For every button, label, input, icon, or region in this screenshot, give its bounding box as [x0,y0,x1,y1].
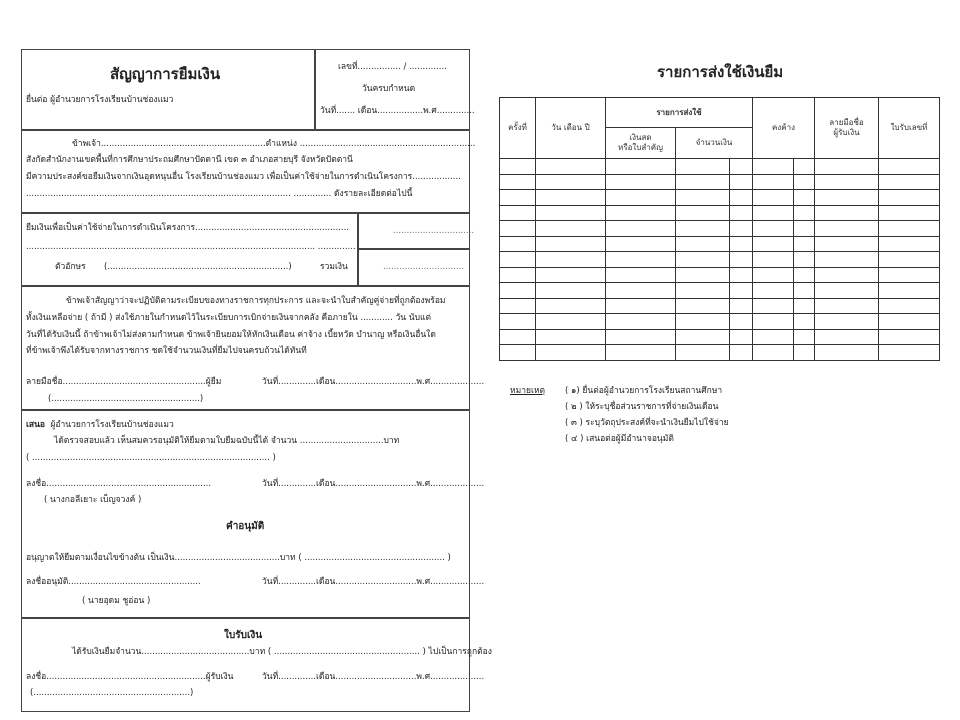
ledger-cell[interactable] [500,283,536,299]
ledger-cell[interactable] [794,190,815,206]
ledger-row [500,345,940,361]
borrower-signature-field[interactable]: ลายมือชื่อ.....................................................ผู้ยืม [26,377,222,387]
proposal-date-field[interactable]: วันที่..............เดือน..............................พ.ศ.................... [262,479,485,489]
ledger-cell[interactable] [753,174,794,190]
ledger-cell[interactable] [536,329,606,345]
approval-signer-name: ( นายอุดม ชูอ่อน ) [82,596,151,606]
ledger-cell[interactable] [730,345,753,361]
ledger-cell[interactable] [730,236,753,252]
ledger-cell[interactable] [794,267,815,283]
ledger-cell[interactable] [500,314,536,330]
col-items-group: รายการส่งใช้ [606,98,753,128]
ledger-cell[interactable] [536,174,606,190]
ledger-cell[interactable] [879,205,940,221]
ledger-cell[interactable] [500,190,536,206]
receipt-signature-field[interactable]: ลงชื่อ...........................................................ผู้รับเงิน [26,672,234,682]
ledger-cell[interactable] [815,190,879,206]
col-installment: ครั้งที่ [500,98,536,159]
approval-amount-field[interactable]: อนุญาตให้ยืมตามเงื่อนไขข้างต้น เป็นเงิน.......................................บาท ( .................................................... ) [26,553,451,563]
ledger-cell[interactable] [606,159,676,175]
header-divider [21,129,470,131]
agreement-text-1: ข้าพเจ้าสัญญาว่าจะปฏิบัติตามระเบียบของทางราชการทุกประการ และจะนำใบสำคัญคู่จ่ายที่ถูกต้องพร้อม [66,296,446,306]
ledger-cell[interactable] [753,190,794,206]
ledger-cell[interactable] [753,267,794,283]
ledger-cell[interactable] [879,174,940,190]
proposal-signature-field[interactable]: ลงชื่อ............................................................. [26,479,212,489]
ledger-row [500,205,940,221]
ledger-cell[interactable] [753,345,794,361]
ledger-cell[interactable] [879,190,940,206]
ledger-cell[interactable] [606,283,676,299]
ledger-cell[interactable] [730,329,753,345]
ledger-cell[interactable] [500,236,536,252]
ledger-notes [510,386,545,397]
ledger-cell[interactable] [536,236,606,252]
col-receipt-no: ใบรับเลขที่ [879,98,940,159]
ledger-cell[interactable] [606,236,676,252]
ledger-row [500,190,940,206]
agreement-text-3: วันที่ได้รับเงินนี้ ถ้าข้าพเจ้าไม่ส่งตามกำหนด ข้าพเจ้ายินยอมให้หักเงินเดือน ค่าจ้าง เบี้ยหวัด บำนาญ หรือเงินอื่นใด [26,330,436,340]
ledger-cell[interactable] [730,205,753,221]
note-item: ( ๑) ยื่นต่อผู้อำนวยการโรงเรียนสถานศึกษา [565,386,723,396]
borrower-name-position[interactable]: ข้าพเจ้า.............................................................ตำแหน่ง ................................................................. [72,139,476,149]
ledger-row [500,174,940,190]
ledger-cell[interactable] [879,252,940,268]
ledger-cell[interactable] [676,298,730,314]
ledger-cell[interactable] [794,221,815,237]
col-date: วัน เดือน ปี [536,98,606,159]
col-outstanding: คงค้าง [753,98,815,159]
project-purpose-line-2[interactable]: ........................................................................................................... .............. [26,242,356,252]
ledger-cell[interactable] [794,252,815,268]
borrower-purpose-cont[interactable]: .................................................................................................. .............. ดังรายละเอียดต่อไปนี้ [26,189,413,199]
ledger-cell[interactable] [606,252,676,268]
ledger-row [500,252,940,268]
ledger-cell[interactable] [794,283,815,299]
ledger-title: รายการส่งใช้เงินยืม [657,63,784,81]
ledger-cell[interactable] [536,345,606,361]
ledger-cell[interactable] [500,267,536,283]
ledger-cell[interactable] [500,159,536,175]
ledger-row [500,298,940,314]
ledger-cell[interactable] [753,298,794,314]
ledger-cell[interactable] [606,174,676,190]
ledger-cell[interactable] [606,190,676,206]
notes-label: หมายเหตุ [510,386,545,396]
note-item: ( ๓ ) ระบุวัตถุประสงค์ที่จะนำเงินยืมไปใช้จ่าย [565,418,729,428]
col-amount: จำนวนเงิน [676,128,753,159]
ledger-cell[interactable] [753,221,794,237]
ledger-cell[interactable] [606,329,676,345]
col-cash-or-receipt: เงินสด หรือใบสำคัญ [606,128,676,159]
total-label: รวมเงิน [320,262,348,272]
borrower-purpose[interactable]: มีความประสงค์ขอยืมเงินจากเงินอุดหนุนอื่น โรงเรียนบ้านช่องแมว เพื่อเป็นค่าใช้จ่ายในการดำเนินโครงการ.................. [26,172,461,182]
ledger-cell[interactable] [879,283,940,299]
ledger-cell[interactable] [794,314,815,330]
section-divider [21,409,470,411]
ledger-cell[interactable] [536,205,606,221]
ledger-cell[interactable] [879,345,940,361]
section-divider [21,285,470,287]
ledger-cell[interactable] [536,159,606,175]
ledger-cell[interactable] [815,159,879,175]
ledger-cell[interactable] [815,236,879,252]
ledger-cell[interactable] [753,283,794,299]
ledger-cell[interactable] [500,298,536,314]
ledger-row [500,159,940,175]
total-amount-field[interactable]: .............................. [383,262,465,272]
due-label: วันครบกำหนด [362,84,416,94]
due-date-field[interactable]: วันที่....... เดือน.................พ.ศ.............. [320,106,475,116]
ledger-cell[interactable] [815,174,879,190]
ledger-cell[interactable] [753,329,794,345]
ledger-cell[interactable] [730,174,753,190]
ledger-cell[interactable] [730,267,753,283]
ledger-cell[interactable] [500,329,536,345]
ledger-cell[interactable] [606,345,676,361]
ledger-cell[interactable] [606,314,676,330]
ledger-cell[interactable] [879,298,940,314]
ledger-cell[interactable] [815,205,879,221]
ledger-cell[interactable] [730,159,753,175]
ledger-cell[interactable] [794,236,815,252]
ledger-cell[interactable] [815,267,879,283]
ledger-cell[interactable] [815,283,879,299]
ledger-cell[interactable] [606,205,676,221]
project-purpose-line[interactable]: ยืมเงินเพื่อเป็นค่าใช้จ่ายในการดำเนินโครงการ......................................................... [26,223,350,233]
ledger-cell[interactable] [815,345,879,361]
agreement-text-2: ทั้งเงินเหลือจ่าย ( ถ้ามี ) ส่งใช้ภายในกำหนดไว้ในระเบียบการเบิกจ่ายเงินจากคลัง คือภายใน ............ วัน นับแต่ [26,313,431,323]
proposal-to: ผู้อำนวยการโรงเรียนบ้านช่องแมว [50,420,174,430]
section-divider [21,617,470,619]
ledger-cell[interactable] [606,221,676,237]
ledger-cell[interactable] [753,314,794,330]
ledger-row [500,314,940,330]
ledger-cell[interactable] [794,329,815,345]
ledger-cell[interactable] [730,314,753,330]
note-item: ( ๒ ) ให้ระบุชื่อส่วนราชการที่จ่ายเงินเดือน [565,402,719,412]
ledger-cell[interactable] [606,298,676,314]
borrower-date-field[interactable]: วันที่..............เดือน..............................พ.ศ.................... [262,377,485,387]
proposal-label: เสนอ [26,420,46,430]
ledger-cell[interactable] [676,283,730,299]
ledger-cell[interactable] [676,190,730,206]
borrower-printed-name-field[interactable]: (.......................................................) [48,394,204,404]
receipt-printed-name-field[interactable]: (..........................................................) [30,688,194,698]
ledger-row [500,236,940,252]
ledger-cell[interactable] [753,236,794,252]
ledger-cell[interactable] [676,314,730,330]
submit-to: ยื่นต่อ ผู้อำนวยการโรงเรียนบ้านช่องแมว [26,95,174,105]
section-divider [21,212,470,214]
ledger-cell[interactable] [536,221,606,237]
ledger-cell[interactable] [730,221,753,237]
receipt-heading: ใบรับเงิน [224,630,263,641]
ledger-cell[interactable] [606,267,676,283]
approval-heading: คำอนุมัติ [226,521,265,532]
amount-row-divider [357,248,470,250]
ledger-cell[interactable] [676,174,730,190]
ledger-row [500,283,940,299]
ledger-cell[interactable] [676,267,730,283]
ledger-table [499,97,940,361]
ledger-cell[interactable] [879,329,940,345]
note-item: ( ๔ ) เสนอต่อผู้มีอำนาจอนุมัติ [565,434,674,444]
ledger-cell[interactable] [753,159,794,175]
ledger-cell[interactable] [794,298,815,314]
ledger-row [500,221,940,237]
ledger-cell[interactable] [676,252,730,268]
document-number-field[interactable]: เลขที่................ / .............. [338,62,447,72]
ledger-cell[interactable] [730,252,753,268]
ledger-body [500,159,940,361]
ledger-cell[interactable] [500,205,536,221]
ledger-cell[interactable] [879,314,940,330]
ledger-cell[interactable] [730,283,753,299]
ledger-cell[interactable] [730,298,753,314]
ledger-cell[interactable] [753,205,794,221]
amount-words-label: ตัวอักษร [55,262,86,272]
ledger-cell[interactable] [815,252,879,268]
ledger-row [500,329,940,345]
receipt-amount-field[interactable]: ได้รับเงินยืมจำนวน........................................บาท ( ...................................................... ) ไปเป็นการถูกต้อง [72,647,492,657]
ledger-cell[interactable] [500,345,536,361]
ledger-cell[interactable] [879,267,940,283]
ledger-cell[interactable] [536,267,606,283]
ledger-cell[interactable] [794,159,815,175]
ledger-cell[interactable] [794,345,815,361]
header-divider-vertical [314,49,316,129]
ledger-cell[interactable] [815,298,879,314]
ledger-cell[interactable] [536,298,606,314]
proposal-signer-name: ( นางกอลีเยาะ เบ็ญจวงค์ ) [44,495,142,505]
proposal-amount-words-field[interactable]: ( ........................................................................................ ) [26,453,276,463]
receipt-date-field[interactable]: วันที่..............เดือน..............................พ.ศ.................... [262,672,485,682]
ledger-cell[interactable] [536,314,606,330]
approval-signature-field[interactable]: ลงชื่ออนุมัติ................................................. [26,577,201,587]
ledger-cell[interactable] [676,159,730,175]
ledger-cell[interactable] [676,236,730,252]
ledger-cell[interactable] [536,252,606,268]
ledger-row [500,267,940,283]
ledger-cell[interactable] [815,329,879,345]
ledger-cell[interactable] [794,174,815,190]
ledger-cell[interactable] [794,205,815,221]
ledger-cell[interactable] [676,329,730,345]
ledger-cell[interactable] [730,190,753,206]
form-title: สัญญาการยืมเงิน [110,65,221,83]
ledger-cell[interactable] [879,236,940,252]
ledger-cell[interactable] [500,221,536,237]
ledger-cell[interactable] [500,252,536,268]
col-receiver-signature: ลายมือชื่อ ผู้รับเงิน [815,98,879,159]
ledger-cell[interactable] [879,159,940,175]
ledger-cell[interactable] [815,221,879,237]
ledger-cell[interactable] [536,283,606,299]
ledger-cell[interactable] [676,345,730,361]
ledger-cell[interactable] [753,252,794,268]
proposal-row [26,420,174,431]
ledger-cell[interactable] [536,190,606,206]
amount-words-field[interactable]: (...................................................................) [104,262,292,272]
ledger-cell[interactable] [500,174,536,190]
approval-date-field[interactable]: วันที่..............เดือน..............................พ.ศ.................... [262,577,485,587]
amount-field[interactable]: .............................. [393,226,475,236]
ledger-cell[interactable] [676,205,730,221]
ledger-cell[interactable] [879,221,940,237]
agreement-text-4: ที่ข้าพเจ้าพึงได้รับจากทางราชการ ชดใช้จำนวนเงินที่ยืมไปจนครบถ้วนได้ทันที [26,346,307,356]
ledger-cell[interactable] [815,314,879,330]
borrower-affiliation: สังกัดสำนักงานเขตพื้นที่การศึกษาประถมศึกษาปัตตานี เขต ๓ อำเภอสายบุรี จังหวัดปัตตานี [26,155,353,165]
proposal-amount-field[interactable]: ได้ตรวจสอบแล้ว เห็นสมควรอนุมัติให้ยืมตามใบยืมฉบับนี้ได้ จำนวน ...............................บาท [54,436,400,446]
ledger-cell[interactable] [676,221,730,237]
